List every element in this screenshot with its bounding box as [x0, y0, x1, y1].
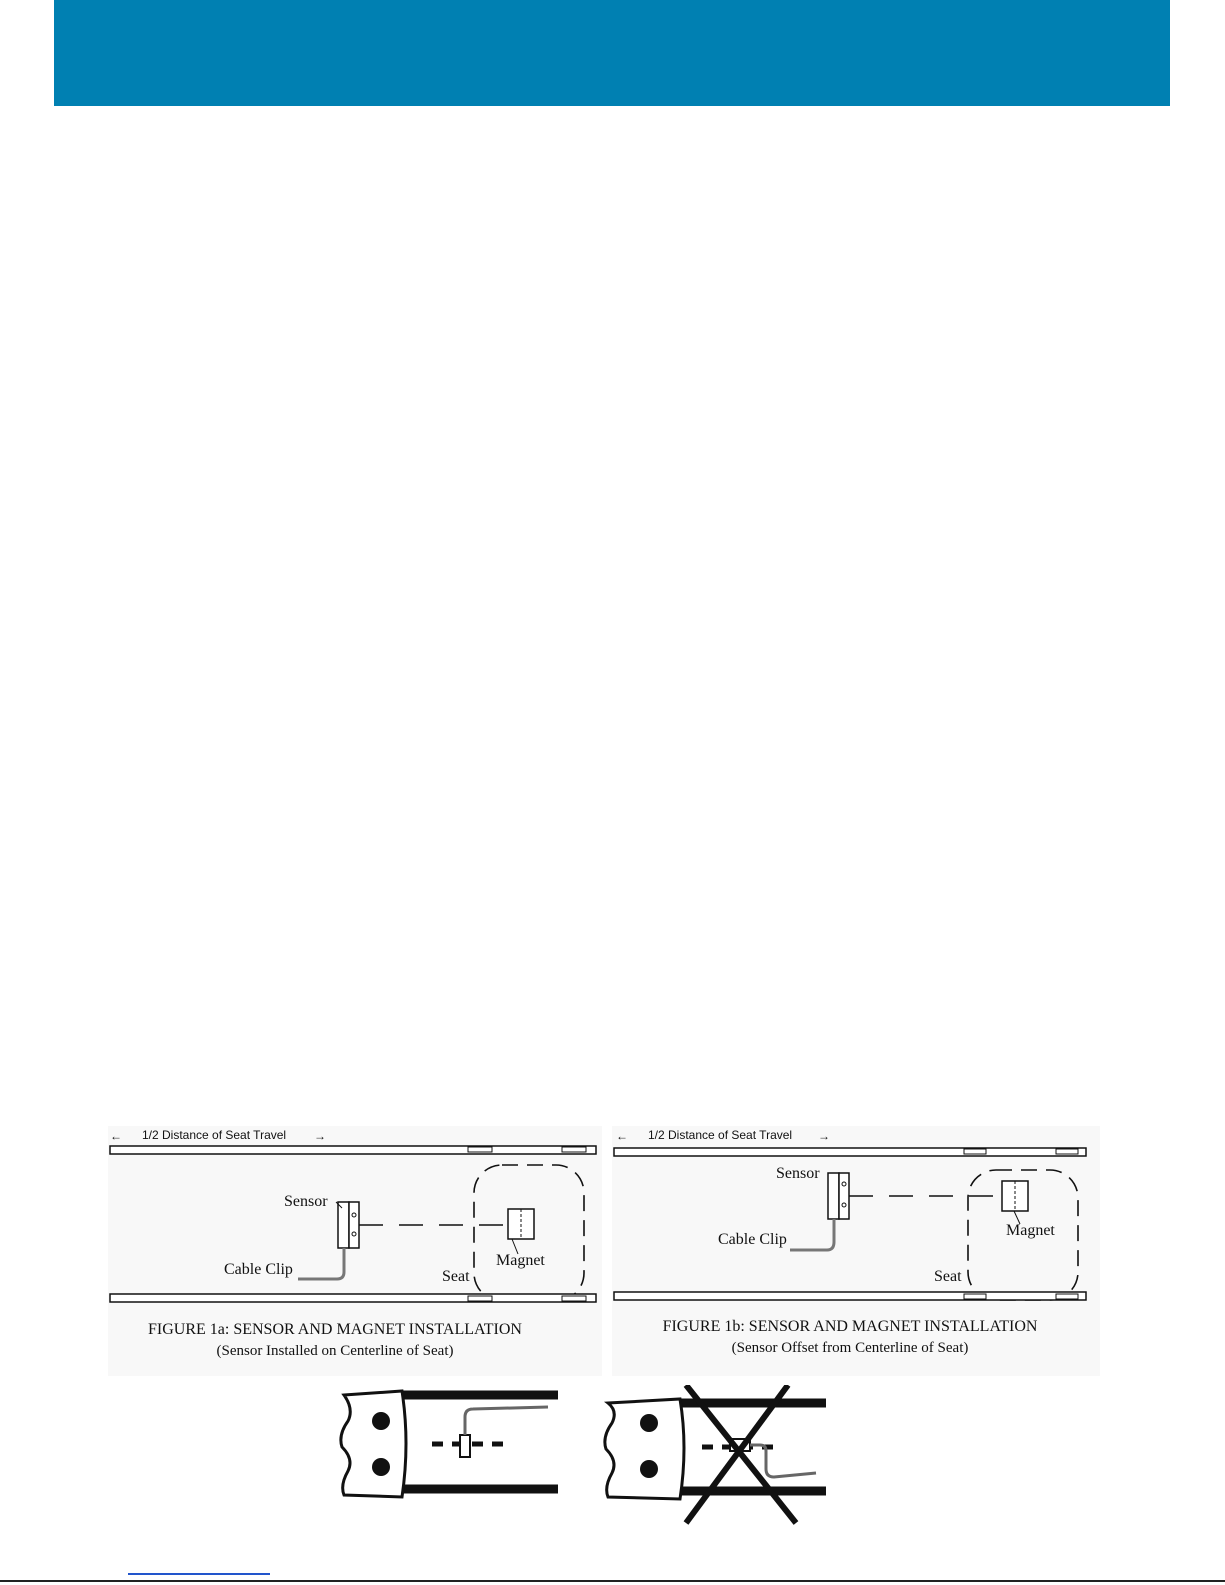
dimension-arrow-right: → — [818, 1129, 830, 1143]
figure-caption-subtitle: (Sensor Installed on Centerline of Seat) — [216, 1343, 454, 1359]
figure-caption-subtitle: (Sensor Offset from Centerline of Seat) — [731, 1340, 969, 1356]
mounting-hole — [372, 1412, 390, 1430]
sensor-cable — [750, 1445, 816, 1477]
footer-link-underline — [128, 1573, 270, 1575]
figure-1b — [612, 1126, 1100, 1376]
sensor-icon — [460, 1435, 470, 1457]
top-rail-slot — [562, 1147, 586, 1152]
header-band — [54, 0, 1170, 106]
top-rail-slot — [1056, 1149, 1078, 1154]
figure-1b-background — [612, 1126, 1100, 1376]
sensor-label: Sensor — [284, 1193, 328, 1210]
sensor-cable — [465, 1407, 548, 1435]
frame-end-plate — [605, 1399, 684, 1499]
magnet-label: Magnet — [496, 1252, 545, 1269]
top-rail-slot — [468, 1147, 492, 1152]
mounting-hole — [640, 1460, 658, 1478]
sensor-label: Sensor — [776, 1165, 820, 1182]
seat-label: Seat — [934, 1268, 962, 1285]
magnet-label: Magnet — [1006, 1222, 1055, 1239]
top-rail — [614, 1148, 1086, 1156]
bottom-rail-slot — [562, 1296, 586, 1301]
figure-caption-title: FIGURE 1b: SENSOR AND MAGNET INSTALLATION — [662, 1318, 1038, 1335]
figure-1a-background — [108, 1126, 602, 1376]
sensor-plate — [349, 1202, 359, 1248]
mounting-hole — [640, 1414, 658, 1432]
seat-label: Seat — [442, 1268, 470, 1285]
bottom-rail-slot — [964, 1294, 986, 1299]
top-rail — [110, 1146, 596, 1154]
dimension-arrow-right: → — [314, 1129, 326, 1143]
dimension-label: 1/2 Distance of Seat Travel — [142, 1128, 287, 1142]
bottom-rail-slot — [1056, 1294, 1078, 1299]
sensor-body — [338, 1202, 349, 1248]
dimension-arrow-left: ← — [616, 1129, 628, 1143]
bottom-rail-slot — [468, 1296, 492, 1301]
bottom-rail — [110, 1294, 596, 1302]
correct-installation-illustration — [336, 1385, 566, 1505]
sensor-body — [828, 1173, 839, 1219]
figure-1a — [108, 1126, 602, 1376]
top-rail-slot — [964, 1149, 986, 1154]
mounting-hole — [372, 1458, 390, 1476]
footer-rule — [0, 1580, 1225, 1582]
frame-end-plate — [341, 1391, 406, 1497]
sensor-plate — [839, 1173, 849, 1219]
incorrect-installation-illustration — [600, 1385, 840, 1535]
cable-clip-label: Cable Clip — [718, 1231, 787, 1248]
figure-caption-title: FIGURE 1a: SENSOR AND MAGNET INSTALLATION — [148, 1321, 522, 1338]
bottom-rail — [614, 1292, 1086, 1300]
dimension-arrow-left: ← — [110, 1129, 122, 1143]
cable-clip-label: Cable Clip — [224, 1261, 293, 1278]
dimension-label: 1/2 Distance of Seat Travel — [648, 1128, 793, 1142]
